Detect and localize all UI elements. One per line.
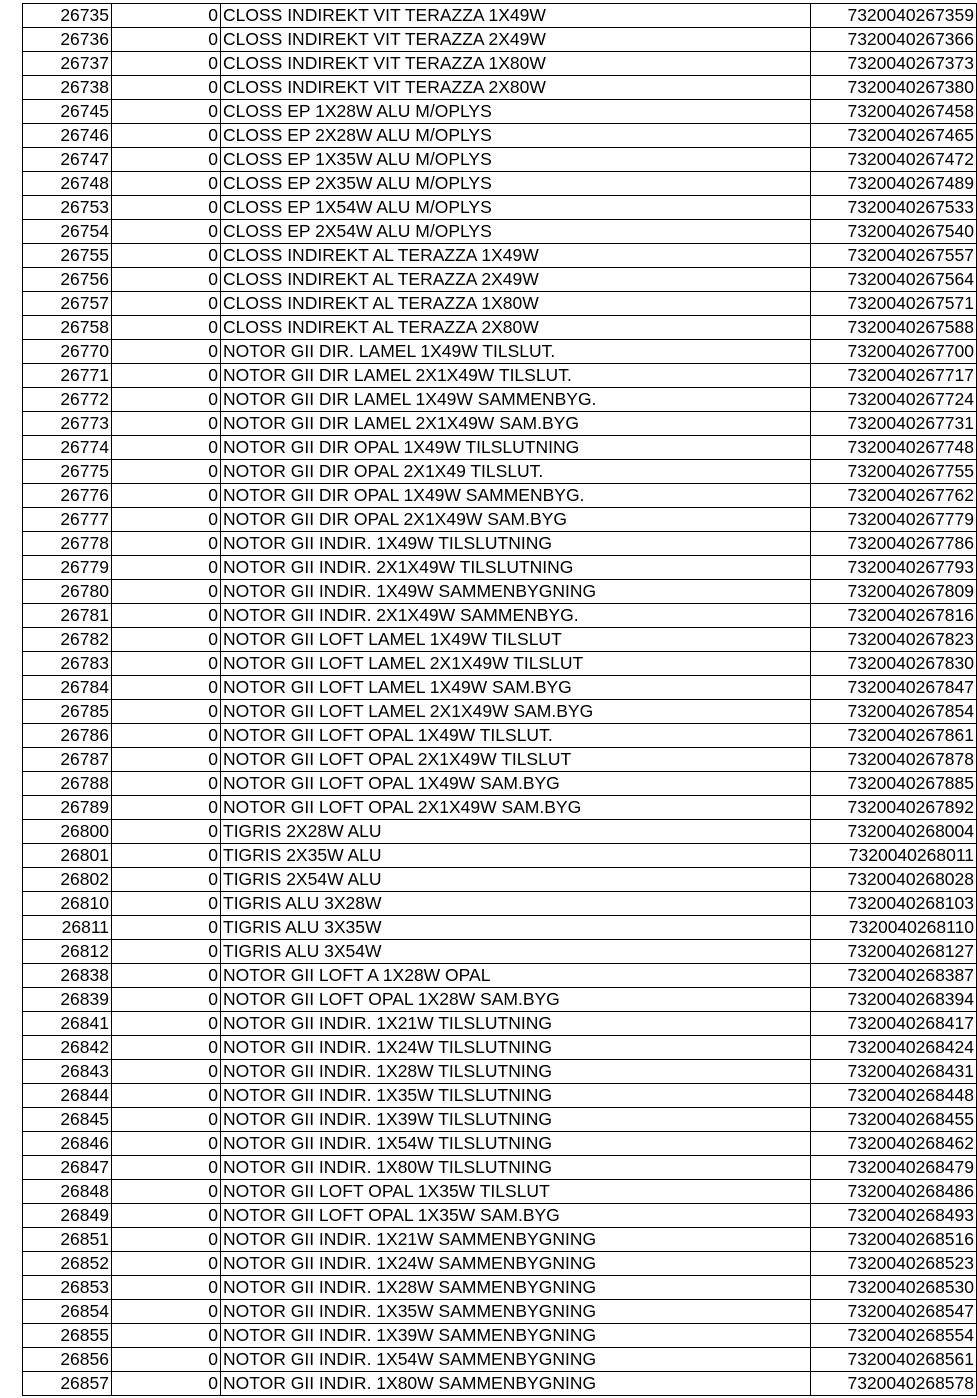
- product-name-cell: CLOSS INDIREKT VIT TERAZZA 2X49W: [221, 28, 811, 52]
- ean-code-cell: 7320040268578: [811, 1372, 977, 1396]
- ean-code-cell: 7320040268554: [811, 1324, 977, 1348]
- product-name-cell: CLOSS EP 1X35W ALU M/OPLYS: [221, 148, 811, 172]
- item-number-cell: 26843: [23, 1060, 112, 1084]
- quantity-cell: 0: [112, 28, 221, 52]
- table-row: [23, 364, 977, 388]
- product-name-cell: TIGRIS 2X35W ALU: [221, 844, 811, 868]
- table-row: [23, 700, 977, 724]
- item-number-cell: 26773: [23, 412, 112, 436]
- quantity-cell: 0: [112, 1060, 221, 1084]
- table-row: [23, 436, 977, 460]
- item-number-cell: 26736: [23, 28, 112, 52]
- table-row: [23, 1012, 977, 1036]
- table-row: [23, 820, 977, 844]
- product-name-cell: NOTOR GII DIR OPAL 2X1X49W SAM.BYG: [221, 508, 811, 532]
- product-name-cell: NOTOR GII INDIR. 1X21W TILSLUTNING: [221, 1012, 811, 1036]
- product-name-cell: NOTOR GII INDIR. 2X1X49W SAMMENBYG.: [221, 604, 811, 628]
- item-number-cell: 26782: [23, 628, 112, 652]
- table-row: [23, 796, 977, 820]
- table-row: [23, 1132, 977, 1156]
- table-row: [23, 508, 977, 532]
- ean-code-cell: 7320040268516: [811, 1228, 977, 1252]
- item-number-cell: 26777: [23, 508, 112, 532]
- ean-code-cell: 7320040267878: [811, 748, 977, 772]
- product-name-cell: NOTOR GII LOFT OPAL 2X1X49W TILSLUT: [221, 748, 811, 772]
- item-number-cell: 26746: [23, 124, 112, 148]
- quantity-cell: 0: [112, 820, 221, 844]
- product-name-cell: NOTOR GII INDIR. 1X24W TILSLUTNING: [221, 1036, 811, 1060]
- product-name-cell: CLOSS INDIREKT AL TERAZZA 1X49W: [221, 244, 811, 268]
- quantity-cell: 0: [112, 1204, 221, 1228]
- product-name-cell: CLOSS EP 1X54W ALU M/OPLYS: [221, 196, 811, 220]
- product-name-cell: NOTOR GII INDIR. 1X39W SAMMENBYGNING: [221, 1324, 811, 1348]
- table-row: [23, 1204, 977, 1228]
- table-row: [23, 196, 977, 220]
- quantity-cell: 0: [112, 700, 221, 724]
- item-number-cell: 26811: [23, 916, 112, 940]
- table-row: [23, 1276, 977, 1300]
- product-name-cell: NOTOR GII INDIR. 1X24W SAMMENBYGNING: [221, 1252, 811, 1276]
- ean-code-cell: 7320040268547: [811, 1300, 977, 1324]
- item-number-cell: 26846: [23, 1132, 112, 1156]
- table-row: [23, 892, 977, 916]
- product-name-cell: NOTOR GII LOFT OPAL 1X49W TILSLUT.: [221, 724, 811, 748]
- ean-code-cell: 7320040267724: [811, 388, 977, 412]
- quantity-cell: 0: [112, 724, 221, 748]
- table-row: [23, 1348, 977, 1372]
- item-number-cell: 26801: [23, 844, 112, 868]
- ean-code-cell: 7320040267830: [811, 652, 977, 676]
- table-row: [23, 916, 977, 940]
- item-number-cell: 26754: [23, 220, 112, 244]
- item-number-cell: 26758: [23, 316, 112, 340]
- product-name-cell: CLOSS INDIREKT AL TERAZZA 2X49W: [221, 268, 811, 292]
- quantity-cell: 0: [112, 1252, 221, 1276]
- quantity-cell: 0: [112, 484, 221, 508]
- table-row: [23, 388, 977, 412]
- quantity-cell: 0: [112, 172, 221, 196]
- product-name-cell: NOTOR GII LOFT OPAL 2X1X49W SAM.BYG: [221, 796, 811, 820]
- table-row: [23, 268, 977, 292]
- ean-code-cell: 7320040267816: [811, 604, 977, 628]
- ean-code-cell: 7320040267472: [811, 148, 977, 172]
- ean-code-cell: 7320040267373: [811, 52, 977, 76]
- product-name-cell: NOTOR GII DIR LAMEL 2X1X49W TILSLUT.: [221, 364, 811, 388]
- table-row: [23, 868, 977, 892]
- item-number-cell: 26852: [23, 1252, 112, 1276]
- ean-code-cell: 7320040268387: [811, 964, 977, 988]
- quantity-cell: 0: [112, 220, 221, 244]
- item-number-cell: 26772: [23, 388, 112, 412]
- product-name-cell: NOTOR GII INDIR. 1X54W SAMMENBYGNING: [221, 1348, 811, 1372]
- ean-code-cell: 7320040267854: [811, 700, 977, 724]
- quantity-cell: 0: [112, 1012, 221, 1036]
- product-name-cell: NOTOR GII INDIR. 1X28W SAMMENBYGNING: [221, 1276, 811, 1300]
- quantity-cell: 0: [112, 244, 221, 268]
- item-number-cell: 26778: [23, 532, 112, 556]
- table-row: [23, 460, 977, 484]
- item-number-cell: 26839: [23, 988, 112, 1012]
- table-row: [23, 1324, 977, 1348]
- product-name-cell: CLOSS EP 1X28W ALU M/OPLYS: [221, 100, 811, 124]
- table-row: [23, 844, 977, 868]
- product-name-cell: CLOSS INDIREKT VIT TERAZZA 1X80W: [221, 52, 811, 76]
- product-name-cell: TIGRIS 2X54W ALU: [221, 868, 811, 892]
- product-name-cell: NOTOR GII DIR OPAL 1X49W TILSLUTNING: [221, 436, 811, 460]
- ean-code-cell: 7320040268424: [811, 1036, 977, 1060]
- ean-code-cell: 7320040268479: [811, 1156, 977, 1180]
- quantity-cell: 0: [112, 964, 221, 988]
- quantity-cell: 0: [112, 76, 221, 100]
- item-number-cell: 26774: [23, 436, 112, 460]
- item-number-cell: 26851: [23, 1228, 112, 1252]
- product-name-cell: NOTOR GII LOFT OPAL 1X28W SAM.BYG: [221, 988, 811, 1012]
- quantity-cell: 0: [112, 1084, 221, 1108]
- item-number-cell: 26844: [23, 1084, 112, 1108]
- quantity-cell: 0: [112, 1372, 221, 1396]
- ean-code-cell: 7320040267779: [811, 508, 977, 532]
- product-name-cell: NOTOR GII DIR LAMEL 1X49W SAMMENBYG.: [221, 388, 811, 412]
- product-name-cell: CLOSS INDIREKT VIT TERAZZA 1X49W: [221, 4, 811, 28]
- item-number-cell: 26789: [23, 796, 112, 820]
- table-row: [23, 412, 977, 436]
- item-number-cell: 26841: [23, 1012, 112, 1036]
- product-name-cell: CLOSS EP 2X28W ALU M/OPLYS: [221, 124, 811, 148]
- table-row: [23, 244, 977, 268]
- product-name-cell: TIGRIS ALU 3X54W: [221, 940, 811, 964]
- product-name-cell: NOTOR GII DIR OPAL 1X49W SAMMENBYG.: [221, 484, 811, 508]
- item-number-cell: 26780: [23, 580, 112, 604]
- ean-code-cell: 7320040268011: [811, 844, 977, 868]
- ean-code-cell: 7320040268462: [811, 1132, 977, 1156]
- table-row: [23, 1156, 977, 1180]
- table-row: [23, 316, 977, 340]
- item-number-cell: 26779: [23, 556, 112, 580]
- item-number-cell: 26787: [23, 748, 112, 772]
- quantity-cell: 0: [112, 268, 221, 292]
- ean-code-cell: 7320040267380: [811, 76, 977, 100]
- item-number-cell: 26737: [23, 52, 112, 76]
- quantity-cell: 0: [112, 1180, 221, 1204]
- quantity-cell: 0: [112, 532, 221, 556]
- ean-code-cell: 7320040267489: [811, 172, 977, 196]
- item-number-cell: 26856: [23, 1348, 112, 1372]
- product-name-cell: NOTOR GII INDIR. 1X35W TILSLUTNING: [221, 1084, 811, 1108]
- product-name-cell: NOTOR GII INDIR. 1X80W SAMMENBYGNING: [221, 1372, 811, 1396]
- quantity-cell: 0: [112, 892, 221, 916]
- ean-code-cell: 7320040267700: [811, 340, 977, 364]
- quantity-cell: 0: [112, 1108, 221, 1132]
- product-name-cell: NOTOR GII INDIR. 1X21W SAMMENBYGNING: [221, 1228, 811, 1252]
- product-name-cell: NOTOR GII LOFT LAMEL 2X1X49W SAM.BYG: [221, 700, 811, 724]
- quantity-cell: 0: [112, 1132, 221, 1156]
- item-number-cell: 26781: [23, 604, 112, 628]
- quantity-cell: 0: [112, 52, 221, 76]
- table-row: [23, 772, 977, 796]
- ean-code-cell: 7320040267458: [811, 100, 977, 124]
- quantity-cell: 0: [112, 676, 221, 700]
- quantity-cell: 0: [112, 364, 221, 388]
- ean-code-cell: 7320040267359: [811, 4, 977, 28]
- table-row: [23, 532, 977, 556]
- table-row: [23, 172, 977, 196]
- quantity-cell: 0: [112, 652, 221, 676]
- quantity-cell: 0: [112, 772, 221, 796]
- ean-code-cell: 7320040267588: [811, 316, 977, 340]
- item-number-cell: 26853: [23, 1276, 112, 1300]
- item-number-cell: 26802: [23, 868, 112, 892]
- quantity-cell: 0: [112, 388, 221, 412]
- quantity-cell: 0: [112, 316, 221, 340]
- ean-code-cell: 7320040267465: [811, 124, 977, 148]
- table-row: [23, 724, 977, 748]
- table-row: [23, 1084, 977, 1108]
- ean-code-cell: 7320040268110: [811, 916, 977, 940]
- ean-code-cell: 7320040267366: [811, 28, 977, 52]
- table-row: [23, 676, 977, 700]
- item-number-cell: 26785: [23, 700, 112, 724]
- product-name-cell: NOTOR GII DIR LAMEL 2X1X49W SAM.BYG: [221, 412, 811, 436]
- item-number-cell: 26735: [23, 4, 112, 28]
- table-row: [23, 628, 977, 652]
- product-name-cell: NOTOR GII INDIR. 1X49W SAMMENBYGNING: [221, 580, 811, 604]
- product-name-cell: NOTOR GII INDIR. 1X28W TILSLUTNING: [221, 1060, 811, 1084]
- product-name-cell: NOTOR GII LOFT LAMEL 2X1X49W TILSLUT: [221, 652, 811, 676]
- product-name-cell: CLOSS INDIREKT VIT TERAZZA 2X80W: [221, 76, 811, 100]
- quantity-cell: 0: [112, 4, 221, 28]
- product-table: [22, 3, 977, 1396]
- ean-code-cell: 7320040268455: [811, 1108, 977, 1132]
- product-name-cell: NOTOR GII INDIR. 1X39W TILSLUTNING: [221, 1108, 811, 1132]
- quantity-cell: 0: [112, 460, 221, 484]
- product-name-cell: NOTOR GII INDIR. 2X1X49W TILSLUTNING: [221, 556, 811, 580]
- table-row: [23, 940, 977, 964]
- product-name-cell: TIGRIS ALU 3X28W: [221, 892, 811, 916]
- product-name-cell: NOTOR GII DIR OPAL 2X1X49 TILSLUT.: [221, 460, 811, 484]
- product-name-cell: CLOSS INDIREKT AL TERAZZA 2X80W: [221, 316, 811, 340]
- item-number-cell: 26738: [23, 76, 112, 100]
- table-row: [23, 52, 977, 76]
- table-row: [23, 1300, 977, 1324]
- table-row: [23, 1228, 977, 1252]
- table-row: [23, 148, 977, 172]
- product-name-cell: NOTOR GII LOFT OPAL 1X35W SAM.BYG: [221, 1204, 811, 1228]
- quantity-cell: 0: [112, 844, 221, 868]
- ean-code-cell: 7320040267564: [811, 268, 977, 292]
- quantity-cell: 0: [112, 988, 221, 1012]
- table-row: [23, 1372, 977, 1396]
- ean-code-cell: 7320040268530: [811, 1276, 977, 1300]
- ean-code-cell: 7320040267823: [811, 628, 977, 652]
- ean-code-cell: 7320040268523: [811, 1252, 977, 1276]
- quantity-cell: 0: [112, 868, 221, 892]
- table-row: [23, 988, 977, 1012]
- item-number-cell: 26854: [23, 1300, 112, 1324]
- quantity-cell: 0: [112, 124, 221, 148]
- ean-code-cell: 7320040268028: [811, 868, 977, 892]
- table-row: [23, 1060, 977, 1084]
- item-number-cell: 26849: [23, 1204, 112, 1228]
- item-number-cell: 26747: [23, 148, 112, 172]
- quantity-cell: 0: [112, 196, 221, 220]
- table-row: [23, 748, 977, 772]
- quantity-cell: 0: [112, 1324, 221, 1348]
- quantity-cell: 0: [112, 748, 221, 772]
- item-number-cell: 26810: [23, 892, 112, 916]
- ean-code-cell: 7320040267748: [811, 436, 977, 460]
- ean-code-cell: 7320040268431: [811, 1060, 977, 1084]
- quantity-cell: 0: [112, 1300, 221, 1324]
- item-number-cell: 26756: [23, 268, 112, 292]
- ean-code-cell: 7320040267762: [811, 484, 977, 508]
- table-row: [23, 292, 977, 316]
- ean-code-cell: 7320040267557: [811, 244, 977, 268]
- table-row: [23, 1036, 977, 1060]
- product-name-cell: NOTOR GII INDIR. 1X35W SAMMENBYGNING: [221, 1300, 811, 1324]
- item-number-cell: 26788: [23, 772, 112, 796]
- table-row: [23, 580, 977, 604]
- table-row: [23, 652, 977, 676]
- ean-code-cell: 7320040267793: [811, 556, 977, 580]
- quantity-cell: 0: [112, 628, 221, 652]
- ean-code-cell: 7320040267786: [811, 532, 977, 556]
- ean-code-cell: 7320040268417: [811, 1012, 977, 1036]
- product-name-cell: NOTOR GII LOFT LAMEL 1X49W SAM.BYG: [221, 676, 811, 700]
- quantity-cell: 0: [112, 1156, 221, 1180]
- item-number-cell: 26748: [23, 172, 112, 196]
- item-number-cell: 26800: [23, 820, 112, 844]
- product-name-cell: NOTOR GII DIR. LAMEL 1X49W TILSLUT.: [221, 340, 811, 364]
- ean-code-cell: 7320040268103: [811, 892, 977, 916]
- item-number-cell: 26786: [23, 724, 112, 748]
- quantity-cell: 0: [112, 412, 221, 436]
- item-number-cell: 26845: [23, 1108, 112, 1132]
- ean-code-cell: 7320040267571: [811, 292, 977, 316]
- quantity-cell: 0: [112, 1348, 221, 1372]
- quantity-cell: 0: [112, 340, 221, 364]
- quantity-cell: 0: [112, 580, 221, 604]
- product-name-cell: NOTOR GII INDIR. 1X80W TILSLUTNING: [221, 1156, 811, 1180]
- item-number-cell: 26770: [23, 340, 112, 364]
- table-row: [23, 124, 977, 148]
- ean-code-cell: 7320040268394: [811, 988, 977, 1012]
- table-row: [23, 4, 977, 28]
- ean-code-cell: 7320040267717: [811, 364, 977, 388]
- ean-code-cell: 7320040267809: [811, 580, 977, 604]
- table-row: [23, 964, 977, 988]
- item-number-cell: 26745: [23, 100, 112, 124]
- item-number-cell: 26847: [23, 1156, 112, 1180]
- product-name-cell: CLOSS INDIREKT AL TERAZZA 1X80W: [221, 292, 811, 316]
- quantity-cell: 0: [112, 292, 221, 316]
- item-number-cell: 26855: [23, 1324, 112, 1348]
- table-row: [23, 604, 977, 628]
- ean-code-cell: 7320040267847: [811, 676, 977, 700]
- product-table-body: [23, 4, 977, 1396]
- product-name-cell: NOTOR GII INDIR. 1X49W TILSLUTNING: [221, 532, 811, 556]
- table-row: [23, 100, 977, 124]
- quantity-cell: 0: [112, 796, 221, 820]
- item-number-cell: 26838: [23, 964, 112, 988]
- ean-code-cell: 7320040268127: [811, 940, 977, 964]
- table-row: [23, 76, 977, 100]
- product-name-cell: TIGRIS ALU 3X35W: [221, 916, 811, 940]
- item-number-cell: 26771: [23, 364, 112, 388]
- table-row: [23, 1108, 977, 1132]
- table-row: [23, 1252, 977, 1276]
- quantity-cell: 0: [112, 604, 221, 628]
- item-number-cell: 26848: [23, 1180, 112, 1204]
- product-name-cell: NOTOR GII LOFT OPAL 1X49W SAM.BYG: [221, 772, 811, 796]
- quantity-cell: 0: [112, 916, 221, 940]
- item-number-cell: 26753: [23, 196, 112, 220]
- ean-code-cell: 7320040267861: [811, 724, 977, 748]
- table-row: [23, 484, 977, 508]
- item-number-cell: 26755: [23, 244, 112, 268]
- quantity-cell: 0: [112, 436, 221, 460]
- quantity-cell: 0: [112, 556, 221, 580]
- table-row: [23, 340, 977, 364]
- ean-code-cell: 7320040268493: [811, 1204, 977, 1228]
- table-row: [23, 556, 977, 580]
- item-number-cell: 26784: [23, 676, 112, 700]
- table-row: [23, 220, 977, 244]
- product-name-cell: CLOSS EP 2X35W ALU M/OPLYS: [221, 172, 811, 196]
- quantity-cell: 0: [112, 940, 221, 964]
- item-number-cell: 26757: [23, 292, 112, 316]
- ean-code-cell: 7320040267892: [811, 796, 977, 820]
- product-name-cell: CLOSS EP 2X54W ALU M/OPLYS: [221, 220, 811, 244]
- ean-code-cell: 7320040267731: [811, 412, 977, 436]
- item-number-cell: 26783: [23, 652, 112, 676]
- product-name-cell: NOTOR GII LOFT A 1X28W OPAL: [221, 964, 811, 988]
- quantity-cell: 0: [112, 100, 221, 124]
- ean-code-cell: 7320040268448: [811, 1084, 977, 1108]
- product-name-cell: NOTOR GII LOFT LAMEL 1X49W TILSLUT: [221, 628, 811, 652]
- ean-code-cell: 7320040268486: [811, 1180, 977, 1204]
- item-number-cell: 26857: [23, 1372, 112, 1396]
- ean-code-cell: 7320040267540: [811, 220, 977, 244]
- product-name-cell: NOTOR GII INDIR. 1X54W TILSLUTNING: [221, 1132, 811, 1156]
- item-number-cell: 26775: [23, 460, 112, 484]
- ean-code-cell: 7320040267755: [811, 460, 977, 484]
- quantity-cell: 0: [112, 1276, 221, 1300]
- ean-code-cell: 7320040267885: [811, 772, 977, 796]
- quantity-cell: 0: [112, 148, 221, 172]
- product-name-cell: TIGRIS 2X28W ALU: [221, 820, 811, 844]
- quantity-cell: 0: [112, 508, 221, 532]
- quantity-cell: 0: [112, 1036, 221, 1060]
- ean-code-cell: 7320040268561: [811, 1348, 977, 1372]
- table-row: [23, 28, 977, 52]
- item-number-cell: 26776: [23, 484, 112, 508]
- item-number-cell: 26842: [23, 1036, 112, 1060]
- table-row: [23, 1180, 977, 1204]
- product-name-cell: NOTOR GII LOFT OPAL 1X35W TILSLUT: [221, 1180, 811, 1204]
- ean-code-cell: 7320040267533: [811, 196, 977, 220]
- ean-code-cell: 7320040268004: [811, 820, 977, 844]
- quantity-cell: 0: [112, 1228, 221, 1252]
- item-number-cell: 26812: [23, 940, 112, 964]
